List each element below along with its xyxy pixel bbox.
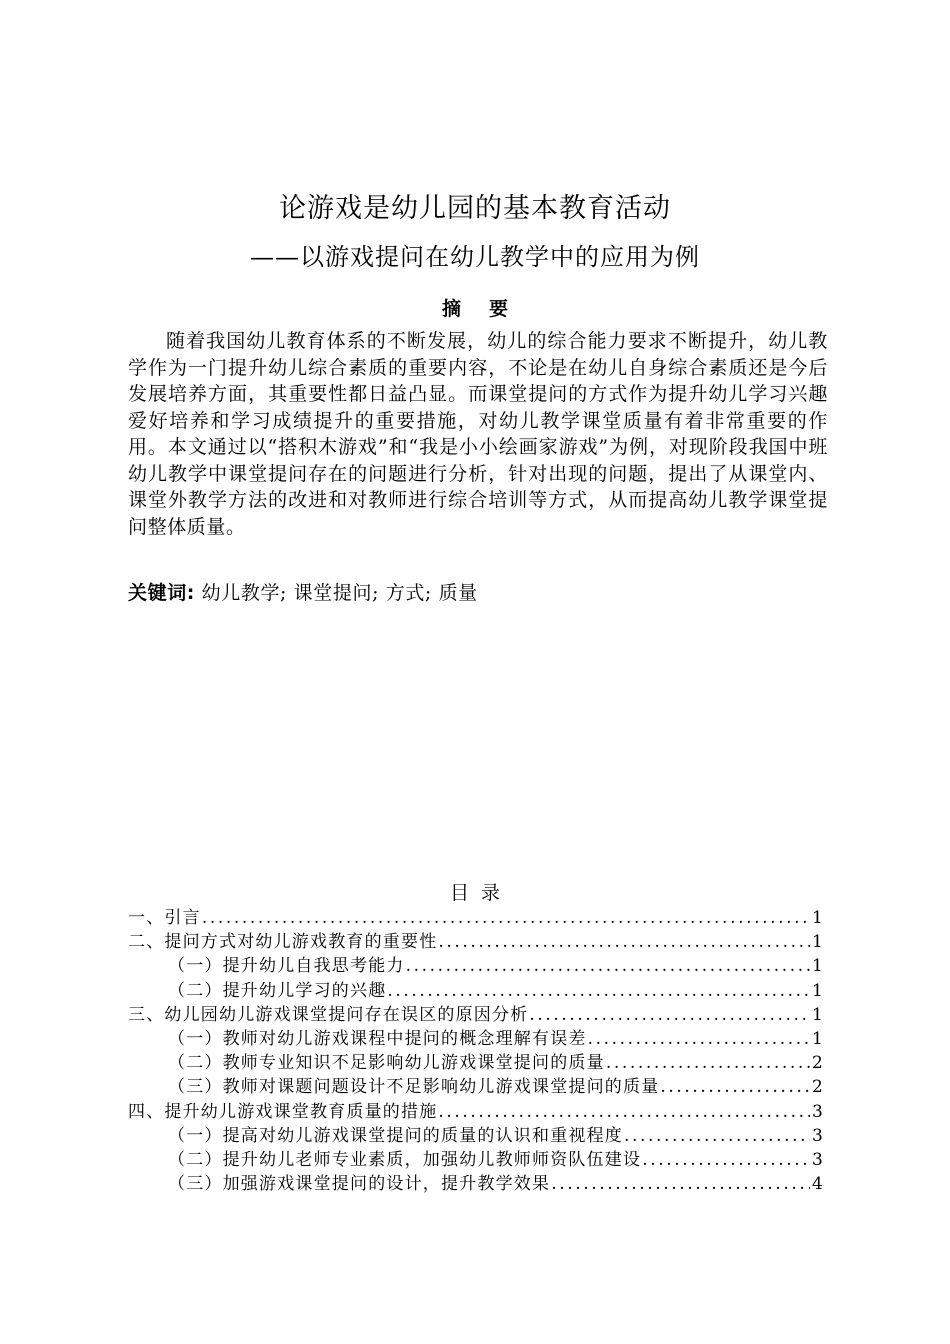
toc-leader-dots	[387, 979, 810, 1003]
toc-entry-title: （二）提升幼儿学习的兴趣	[168, 980, 387, 1001]
toc-entry-title: （一）教师对幼儿游戏课程中提问的概念理解有误差	[168, 1028, 587, 1049]
toc-entry[interactable]	[128, 954, 824, 978]
toc-entry-page: 3	[811, 1149, 824, 1170]
toc-leader-dots	[202, 906, 810, 930]
toc-entry-page: 4	[811, 1174, 824, 1195]
keywords-label: 关键词:	[128, 582, 195, 604]
toc-entry[interactable]	[128, 1148, 824, 1172]
abstract-heading	[0, 295, 950, 323]
toc-entry-page: 1	[811, 956, 824, 977]
toc-entry-title: 一、引言	[128, 908, 201, 928]
toc-entry-title: （三）加强游戏课堂提问的设计，提升教学效果	[168, 1174, 551, 1195]
toc-leader-dots	[588, 1027, 810, 1051]
toc-entry-title: （二）教师专业知识不足影响幼儿游戏课堂提问的质量	[168, 1053, 605, 1074]
toc-entry-page: 1	[811, 980, 824, 1001]
toc-entry-title: （二）提升幼儿老师专业素质，加强幼儿教师师资队伍建设	[168, 1149, 642, 1170]
toc-leader-dots	[406, 954, 810, 978]
toc-entry[interactable]	[128, 1124, 824, 1148]
toc-entry-page: 3	[811, 1101, 824, 1122]
toc-entry[interactable]	[128, 1051, 824, 1075]
toc-leader-dots	[606, 1051, 810, 1075]
toc-leader-dots	[438, 1100, 810, 1124]
toc-entry-page: 2	[811, 1053, 824, 1074]
toc-entry-page: 2	[811, 1077, 824, 1098]
toc-heading-char: 录	[481, 882, 501, 904]
abstract-heading-char: 要	[489, 298, 509, 320]
toc-leader-dots	[642, 1148, 810, 1172]
toc-heading	[0, 879, 950, 907]
toc-leader-dots	[438, 930, 810, 954]
toc-entry-title: （一）提升幼儿自我思考能力	[168, 956, 405, 977]
toc-entry[interactable]	[128, 1075, 824, 1099]
toc-entry[interactable]	[128, 1100, 824, 1124]
toc-leader-dots	[660, 1075, 810, 1099]
keywords	[128, 579, 478, 607]
keywords-value: 幼儿教学; 课堂提问; 方式; 质量	[201, 582, 478, 604]
toc-entry[interactable]	[128, 930, 824, 954]
toc-entry-page: 1	[811, 932, 824, 953]
toc-entry[interactable]	[128, 1172, 824, 1196]
toc-entry-title: （三）教师对课题问题设计不足影响幼儿游戏课堂提问的质量	[168, 1077, 660, 1098]
toc-entry[interactable]	[128, 906, 824, 930]
abstract-text: 随着我国幼儿教育体系的不断发展，幼儿的综合能力要求不断提升，幼儿教学作为一门提升幼儿综合素质的重要内容，不论是在幼儿自身综合素质还是今后发展培养方面，其重要性都日益凸显。而课堂提问的方式作为提升幼儿学习兴趣爱好培养和学习成绩提升的重要措施，对幼儿教学课堂质量有着非常重要的作用。本文通过以“搭积木游戏”和“我是小小绘画家游戏”为例，对现阶段我国中班幼儿教学中课堂提问存在的问题进行分析，针对出现的问题，提出了从课堂内、课堂外教学方法的改进和对教师进行综合培训等方式，从而提高幼儿教学课堂提问整体质量。	[128, 330, 828, 538]
toc-entry-page: 3	[811, 1125, 824, 1146]
table-of-contents	[128, 906, 824, 1196]
toc-leader-dots	[529, 1003, 810, 1027]
document-subtitle: ——以游戏提问在幼儿教学中的应用为例	[250, 243, 700, 271]
document-title: 论游戏是幼儿园的基本教育活动	[279, 193, 671, 224]
toc-entry-page: 1	[811, 908, 824, 928]
toc-entry-page: 1	[811, 1004, 824, 1025]
toc-leader-dots	[624, 1124, 810, 1148]
toc-entry[interactable]	[128, 979, 824, 1003]
toc-entry-title: 二、提问方式对幼儿游戏教育的重要性	[128, 932, 438, 953]
toc-heading-char: 目	[449, 882, 469, 904]
toc-entry[interactable]	[128, 1027, 824, 1051]
toc-entry-title: 三、幼儿园幼儿游戏课堂提问存在误区的原因分析	[128, 1004, 529, 1025]
toc-leader-dots	[551, 1172, 810, 1196]
toc-entry-title: （一）提高对幼儿游戏课堂提问的质量的认识和重视程度	[168, 1125, 623, 1146]
toc-entry[interactable]	[128, 1003, 824, 1027]
toc-entry-title: 四、提升幼儿游戏课堂教育质量的措施	[128, 1101, 438, 1122]
toc-entry-page: 1	[811, 1028, 824, 1049]
abstract-heading-char: 摘	[441, 298, 461, 320]
